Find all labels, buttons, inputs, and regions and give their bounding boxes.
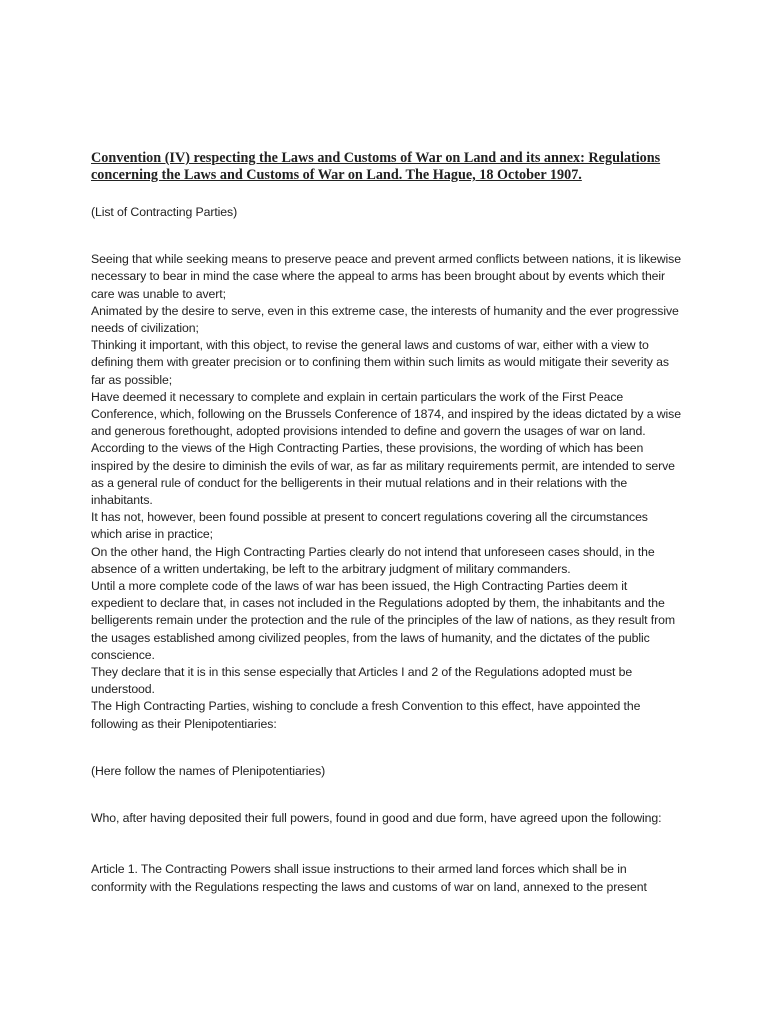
spacer	[91, 827, 681, 861]
preamble-paragraph: They declare that it is in this sense especially that Articles I and 2 of the Regulations adopted must be understood.	[91, 665, 633, 697]
plenipotentiaries-note: (Here follow the names of Plenipotentiaries)	[91, 763, 326, 778]
document-title: Convention (IV) respecting the Laws and Customs of War on Land and its annex: Regulations concerning the Laws and Customs of War on Land. The Hague, 18 October 1907.	[91, 150, 661, 183]
preamble-paragraph: According to the views of the High Contracting Parties, these provisions, the wording of which has been inspired by the desire to diminish the evils of war, as far as military requirements permit, are intended to serve as a general rule of conduct for the belligerents in their mutual relations and in their relations with the inhabitants.	[91, 441, 675, 508]
spacer	[91, 236, 681, 251]
agreement-paragraph: Who, after having deposited their full powers, found in good and due form, have agreed upon the following:	[91, 811, 662, 826]
preamble-paragraph: The High Contracting Parties, wishing to conclude a fresh Convention to this effect, have appointed the following as their Plenipotentiaries:	[91, 699, 641, 731]
preamble-paragraph: Seeing that while seeking means to preserve peace and prevent armed conflicts between nations, it is likewise necessary to bear in mind the case where the appeal to arms has been brought about by events which their care was unable to avert;	[91, 252, 681, 301]
preamble-paragraph: Have deemed it necessary to complete and explain in certain particulars the work of the First Peace Conference, which, following on the Brussels Conference of 1874, and inspired by the ideas dictated by a wise and generous forethought, adopted provisions intended to define and govern the usages of war on land.	[91, 389, 681, 439]
spacer	[91, 221, 681, 236]
spacer	[91, 748, 681, 763]
article-1-paragraph: Article 1. The Contracting Powers shall issue instructions to their armed land forces which shall be in conformity with the Regulations respecting the laws and customs of war on land, annexed to the present	[91, 862, 647, 894]
preamble-paragraph: Animated by the desire to serve, even in this extreme case, the interests of humanity and the ever progressive needs of civilization;	[91, 303, 679, 336]
preamble	[91, 251, 681, 733]
preamble-paragraph: It has not, however, been found possible at present to concert regulations covering all the circumstances which arise in practice;	[91, 510, 648, 542]
document-page	[91, 150, 681, 896]
preamble-paragraph: Thinking it important, with this object, to revise the general laws and customs of war, either with a view to defining them with greater precision or to confining them within such limits as would mitigate their severity as far as possible;	[91, 338, 669, 387]
preamble-paragraph: On the other hand, the High Contracting Parties clearly do not intend that unforeseen cases should, in the absence of a written undertaking, be left to the arbitrary judgment of military commanders.	[91, 544, 655, 576]
spacer	[91, 795, 681, 810]
contracting-parties-note: (List of Contracting Parties)	[91, 205, 238, 219]
spacer	[91, 780, 681, 795]
spacer	[91, 733, 681, 748]
preamble-paragraph: Until a more complete code of the laws of war has been issued, the High Contracting Parties deem it expedient to declare that, in cases not included in the Regulations adopted by them, the inhabitants and the belligerents remain under the protection and the rule of the principles of the law of nations, as they result from the usages established among civilized peoples, from the laws of humanity, and the dictates of the public conscience.	[91, 579, 675, 662]
document-body	[91, 204, 681, 896]
